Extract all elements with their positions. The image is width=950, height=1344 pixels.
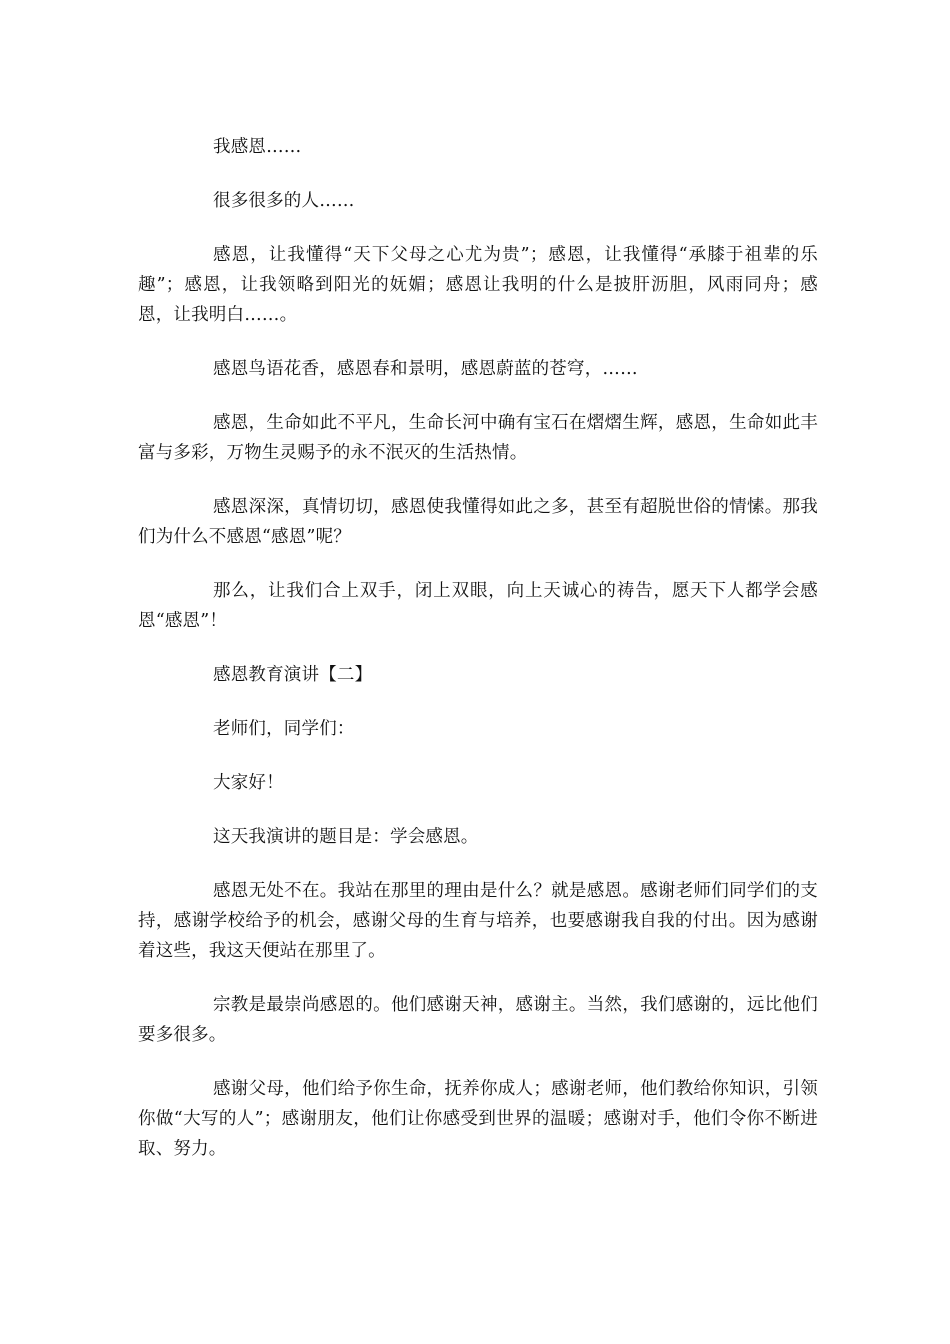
paragraph-6: 感恩深深，真情切切，感恩使我懂得如此之多，甚至有超脱世俗的情愫。那我们为什么不感恩“感恩”呢？	[138, 497, 818, 547]
paragraph-3: 感恩，让我懂得“天下父母之心尤为贵”；感恩，让我懂得“承膝于祖辈的乐趣”；感恩，让我领略到阳光的妩媚；感恩让我明的什么是披肝沥胆，风雨同舟；感恩，让我明白……。	[138, 245, 818, 325]
paragraph-1: 我感恩……	[213, 137, 302, 157]
paragraph-7: 那么，让我们合上双手，闭上双眼，向上天诚心的祷告，愿天下人都学会感恩“感恩”！	[138, 581, 818, 631]
paragraph-13: 宗教是最崇尚感恩的。他们感谢天神，感谢主。当然，我们感谢的，远比他们要多很多。	[138, 995, 818, 1045]
greeting: 大家好！	[213, 773, 284, 793]
speech-topic: 这天我演讲的题目是：学会感恩。	[213, 827, 479, 847]
paragraph-4: 感恩鸟语花香，感恩春和景明，感恩蔚蓝的苍穹，……	[213, 359, 638, 379]
paragraph-2: 很多很多的人……	[213, 191, 355, 211]
paragraph-12: 感恩无处不在。我站在那里的理由是什么？就是感恩。感谢老师们同学们的支持，感谢学校给予的机会，感谢父母的生育与培养，也要感谢我自我的付出。因为感谢着这些，我这天便站在那里了。	[138, 881, 818, 961]
document-body	[138, 132, 818, 1188]
paragraph-5: 感恩，生命如此不平凡，生命长河中确有宝石在熠熠生辉，感恩，生命如此丰富与多彩，万物生灵赐予的永不泯灭的生活热情。	[138, 413, 818, 463]
salutation: 老师们，同学们：	[213, 719, 355, 739]
section-heading: 感恩教育演讲【二】	[213, 665, 373, 685]
paragraph-14: 感谢父母，他们给予你生命，抚养你成人；感谢老师，他们教给你知识，引领你做“大写的人”；感谢朋友，他们让你感受到世界的温暖；感谢对手，他们令你不断进取、努力。	[138, 1079, 818, 1159]
